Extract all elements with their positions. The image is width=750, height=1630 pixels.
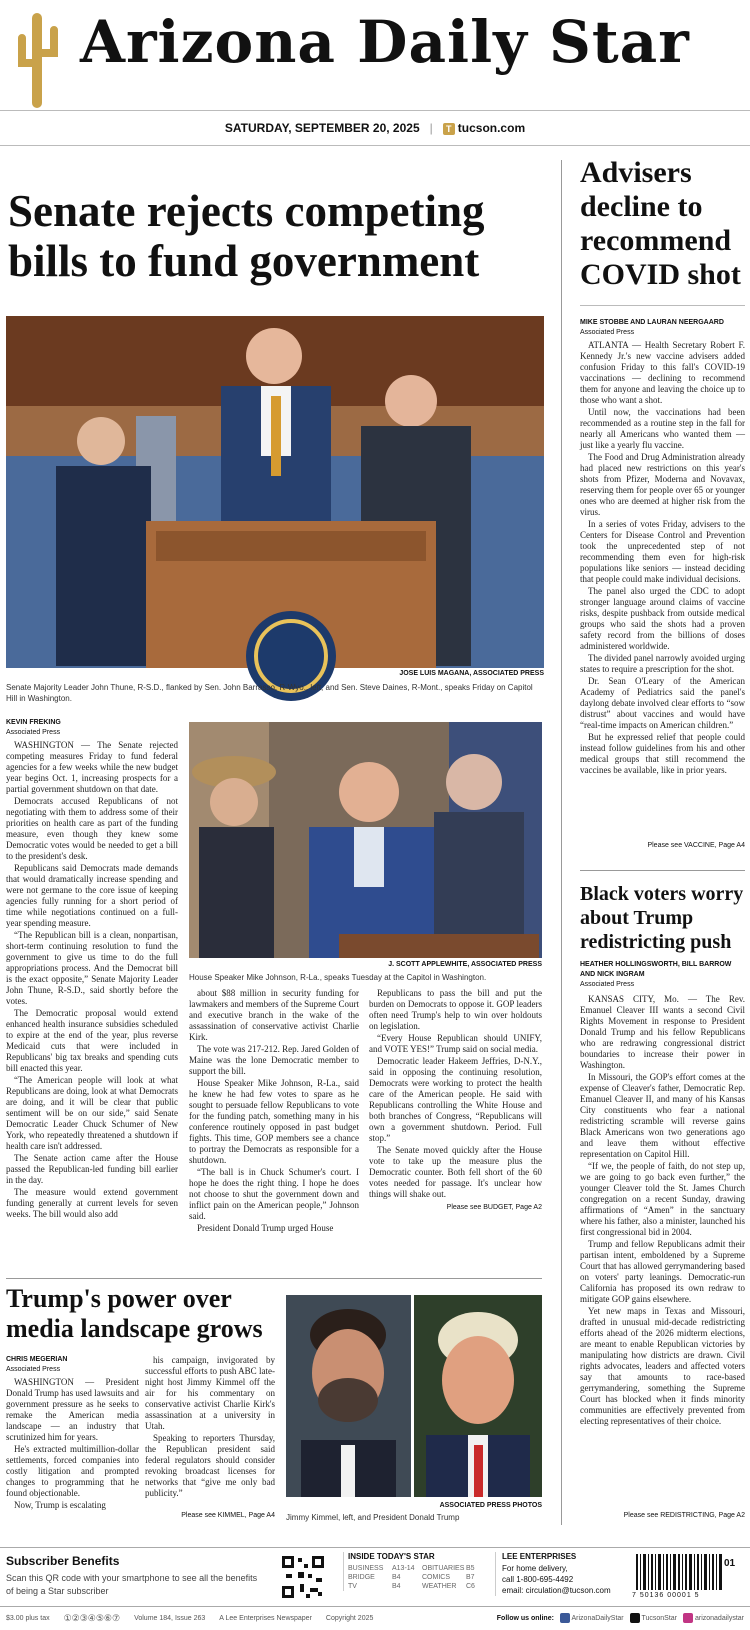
paragraph: The vote was 217-212. Rep. Jared Golden of Maine was the lone Democratic member to support the bill. xyxy=(189,1044,359,1076)
media-byline-org: Associated Press xyxy=(6,1366,61,1373)
dateline xyxy=(0,110,750,146)
paragraph: about $88 million in security funding for lawmakers and members of the Supreme Court and executive branch in the wake of the assassination of conservative activist Charlie Kirk. xyxy=(189,988,359,1042)
paragraph: The Food and Drug Administration already had placed new restrictions on this year's shots from Pfizer, Moderna and Novavax, reserving them for people over 65 or younger ones who are deemed at higher risk from the virus. xyxy=(580,452,745,517)
johnson-photo-credit: J. SCOTT APPLEWHITE, ASSOCIATED PRESS xyxy=(388,961,542,968)
index-section[interactable]: WEATHER xyxy=(422,1583,457,1590)
paragraph: Until now, the vaccinations had been recommended as a routine step in the fall for nearly all Americans who wanted them — just like a yearly flu vaccine. xyxy=(580,407,745,450)
follow-label: Follow us online: xyxy=(496,1614,554,1622)
media-headline[interactable]: Trump's power over media landscape grows xyxy=(6,1284,263,1343)
paragraph: President Donald Trump urged House xyxy=(197,1223,334,1233)
kimmel-jump-link[interactable]: Please see KIMMEL, Page A4 xyxy=(181,1512,275,1519)
covid-headline[interactable]: Advisers decline to recommend COVID shot xyxy=(580,156,741,291)
paragraph: Dr. Sean O'Leary of the American Academy of Pediatrics said the panel's daylong debate involved clear efforts to “sow distrust” about vaccines and would have “real-time impacts on American children.” xyxy=(580,676,745,730)
barcode-issue: 01 xyxy=(724,1558,736,1569)
media-photo-credit: ASSOCIATED PRESS PHOTOS xyxy=(439,1502,542,1509)
paragraph: Speaking to reporters Thursday, the Republican president said federal regulators should consider revoking broadcast licenses for networks that “give me only bad publicity.” xyxy=(145,1433,275,1498)
voters-headline[interactable]: Black voters worry about Trump redistricting push xyxy=(580,883,744,953)
lead-byline-org: Associated Press xyxy=(6,729,61,736)
voters-byline xyxy=(580,960,745,990)
lee-email[interactable]: email: circulation@tucson.com xyxy=(502,1586,611,1595)
copyright: Copyright 2025 xyxy=(325,1614,374,1622)
facebook-handle: ArizonaDailyStar xyxy=(571,1614,624,1622)
paragraph: The measure would extend government funding generally at current levels for seven weeks. The bill would also add xyxy=(6,1187,178,1219)
budget-jump-link[interactable]: Please see BUDGET, Page A2 xyxy=(446,1204,542,1211)
covid-byline-name: MIKE STOBBE AND LAURAN NEERGAARD xyxy=(580,319,724,326)
site-link[interactable] xyxy=(443,121,525,135)
qr-code-icon[interactable] xyxy=(280,1554,326,1600)
media-byline-name: CHRIS MEGERIAN xyxy=(6,1356,68,1363)
instagram-handle: arizonadailystar xyxy=(694,1614,744,1622)
kimmel-photo xyxy=(286,1295,411,1497)
johnson-photo-caption: House Speaker Mike Johnson, R-La., speaks Tuesday at the Capitol in Washington. xyxy=(189,973,487,982)
index-page: B7 xyxy=(466,1574,475,1581)
footer-strip xyxy=(0,1547,750,1607)
barcode-number: 7 50136 00001 5 xyxy=(632,1592,700,1599)
media-body-col1 xyxy=(6,1377,139,1517)
lead-photo-credit: JOSE LUIS MAGANA, ASSOCIATED PRESS xyxy=(399,670,544,677)
lead-body-col1 xyxy=(6,740,178,1220)
paragraph: Republicans to pass the bill and put the burden on Democrats to oppose it. GOP leaders often need Trump's help to win over holdouts on legislation. xyxy=(369,988,542,1031)
lead-body-col3 xyxy=(369,988,542,1198)
covid-divider xyxy=(580,305,745,306)
lead-body-col2 xyxy=(189,988,359,1233)
masthead xyxy=(0,0,750,110)
lee-box xyxy=(495,1552,622,1596)
covid-body xyxy=(580,340,745,826)
section-divider xyxy=(6,1278,542,1279)
media-photo-caption: Jimmy Kimmel, left, and President Donald Trump xyxy=(286,1513,460,1522)
subscriber-title[interactable]: Subscriber Benefits xyxy=(6,1554,120,1568)
subscriber-text: Scan this QR code with your smartphone to see all the benefits of being a Star subscriber xyxy=(6,1573,258,1596)
redistricting-jump-link[interactable]: Please see REDISTRICTING, Page A2 xyxy=(623,1512,745,1519)
lead-byline xyxy=(6,718,176,738)
paragraph: “The American people will look at what Republicans are doing, look at what Democrats are doing, and it will be clear that public sentiment will be on our side,” said Senate Democratic Leader Chuck Schumer of New York, who repeatedly threatened a shutdown if health care isn't addressed. xyxy=(6,1075,178,1151)
lee-line: For home delivery, xyxy=(502,1564,568,1573)
paragraph: WASHINGTON — President Donald Trump has used lawsuits and government pressure as he seeks to remake the American media landscape — an industry that scrutinized him for years. xyxy=(6,1377,139,1442)
paragraph: his campaign, invigorated by successful efforts to push ABC late-night host Jimmy Kimmel off the air for his commentary on conservative activist Charlie Kirk's assassination at a university in Utah. xyxy=(145,1355,275,1431)
paragraph: The Senate action came after the House passed the Republican-led funding bill earlier in the day. xyxy=(6,1153,178,1185)
lead-byline-name: KEVIN FREKING xyxy=(6,719,61,726)
paragraph: House Speaker Mike Johnson, R-La., said he knew he had few votes to spare as he sought to persuade fellow Republicans to vote for the funding patch, something many in his conference routinely opposed in past budget fights. This time, GOP members see a chance to portray the Democrats as responsible for a shutdown. xyxy=(189,1078,359,1165)
lead-photo-caption: Senate Majority Leader John Thune, R-S.D., flanked by Sen. John Barrasso, R-Wyo., left, and Sen. Steve Daines, R-Mont., speaks Friday on Capitol Hill in Washington. xyxy=(6,683,533,703)
paragraph: Trump and fellow Republicans admit their partisan intent, emboldened by a Supreme Court that has allowed gerrymandering based on voters' party leanings. Democratic-run California has proposed its own redraw to mitigate GOP gains elsewhere. xyxy=(580,1239,745,1304)
lee-title: LEE ENTERPRISES xyxy=(502,1552,577,1561)
site-url: tucson.com xyxy=(457,121,526,135)
index-page: B5 xyxy=(466,1565,475,1572)
issue-date: SATURDAY, SEPTEMBER 20, 2025 xyxy=(224,121,420,135)
paragraph: WASHINGTON — The Senate rejected competing measures Friday to fund federal agencies for a few weeks while the new budget year begins Oct. 1, increasing prospects for a partial government shutdown on that date. xyxy=(6,740,178,794)
dateline-separator: | xyxy=(429,121,433,135)
index-section[interactable]: BUSINESS xyxy=(348,1565,384,1572)
index-section[interactable]: TV xyxy=(348,1583,357,1590)
media-byline xyxy=(6,1355,136,1375)
voters-byline-name: HEATHER HOLLINGSWORTH, BILL BARROW AND NICK INGRAM xyxy=(580,961,732,978)
index-box xyxy=(343,1552,488,1591)
index-page: A13-14 xyxy=(392,1565,415,1572)
paragraph: KANSAS CITY, Mo. — The Rev. Emanuel Cleaver III wants a second Civil Rights Movement in response to President Donald Trump and his fellow Republicans who are redrawing congressional district boundaries to increase their power in Washington. xyxy=(580,994,745,1070)
paragraph: In a series of votes Friday, advisers to the Centers for Disease Control and Prevention took the unprecedented step of not recommending them even for high-risk populations like seniors — instead deciding that people could make individual decisions. xyxy=(580,519,745,584)
covid-byline xyxy=(580,318,745,338)
masthead-title[interactable]: Arizona Daily Star xyxy=(80,8,690,76)
index-page: B4 xyxy=(392,1574,401,1581)
voters-byline-org: Associated Press xyxy=(580,981,635,988)
paragraph: “If we, the people of faith, do not step up, we are going to go back even further,” the younger Cleaver told the St. James Church congregation on a recent Sunday, drawing affirmations of “Amen” in the sanctuary where his father, also a minister, launched his first congressional bid in 2004. xyxy=(580,1161,745,1237)
index-page: C6 xyxy=(466,1583,475,1590)
paragraph: Democratic leader Hakeem Jeffries, D-N.Y., said in opposing the continuing resolution, Democrats were working to protect the health care of the American people. He said with Republicans controlling the White House and both branches of Congress, “Republicans will own a government shutdown. Period. Full stop.” xyxy=(369,1056,542,1143)
paragraph: Democrats accused Republicans of not negotiating with them to address some of their priorities on health care as part of the funding measure, even though they knew some Democratic votes would be needed to get a bill to the president's desk. xyxy=(6,796,178,861)
lee-line: call 1-800-695-4492 xyxy=(502,1575,574,1584)
instagram-link[interactable] xyxy=(683,1613,744,1623)
index-section[interactable]: BRIDGE xyxy=(348,1574,375,1581)
facebook-icon xyxy=(560,1613,570,1623)
x-link[interactable] xyxy=(630,1613,677,1623)
covid-byline-org: Associated Press xyxy=(580,329,635,336)
lead-headline[interactable]: Senate rejects competing bills to fund government xyxy=(8,186,485,286)
lead-photo xyxy=(6,316,544,668)
paragraph: The Democratic proposal would extend enhanced health insurance subsidies scheduled to expire at the end of the year, plus reverse Medicaid cuts that were included in Republicans' big tax breaks and spending cuts bill enacted this year. xyxy=(6,1008,178,1073)
index-section[interactable]: OBITUARIES xyxy=(422,1565,465,1572)
paragraph: The divided panel narrowly avoided urging states to require a prescription for the shot. xyxy=(580,653,745,674)
trump-photo xyxy=(414,1295,542,1497)
paragraph: He's extracted multimillion-dollar settlements, forced companies into costly litigation and prompted changes to programming that he found objectionable. xyxy=(6,1444,139,1498)
paragraph: Republicans said Democrats made demands that would dramatically increase spending and were not germane to the core issue of keeping agencies fully running for a short period of time while negotiations continued on a full-year spending measure. xyxy=(6,863,178,928)
paragraph: The Senate moved quickly after the House vote to take up the measure plus the Democratic counter. Both fell short of the 60 votes needed for passage. It's unclear how things will shake out. xyxy=(369,1145,542,1199)
paragraph: ATLANTA — Health Secretary Robert F. Kennedy Jr.'s new vaccine advisers added confusion Friday to this fall's COVID-19 vaccinations — declining to recommend them for anyone and leaving the choice up to those who want a shot. xyxy=(580,340,745,405)
instagram-icon xyxy=(683,1613,693,1623)
index-title: INSIDE TODAY'S STAR xyxy=(348,1552,435,1561)
johnson-photo xyxy=(189,722,542,958)
paragraph: In Missouri, the GOP's effort comes at the expense of Cleaver's father, Democratic Rep. Emanuel Cleaver II, and many of his Kansas City constituents who fear a national redistricting scramble will reverse gains Black Americans won two generations ago and leave them without effective representation on Capitol Hill. xyxy=(580,1072,745,1159)
price: $3.00 plus tax xyxy=(6,1614,50,1622)
cactus-logo-icon xyxy=(12,8,62,108)
media-body-col2 xyxy=(145,1355,275,1503)
paragraph: “The Republican bill is a clean, nonpartisan, short-term continuing resolution to fund the government to give us time to do the full appropriations process. And the Democrat bill is the exact opposite,” Senate Majority Leader John Thune, R-S.D., said shortly before the votes. xyxy=(6,930,178,1006)
day-indicators: ①②③④⑤⑥⑦ xyxy=(63,1612,121,1623)
paragraph: The panel also urged the CDC to adopt stronger language around claims of vaccine risks, despite pushback from outside medical groups who said the shots had a proven safety record from the billions of doses administered worldwide. xyxy=(580,586,745,651)
facebook-link[interactable] xyxy=(560,1613,624,1623)
paragraph: Now, Trump is escalating xyxy=(14,1500,106,1510)
x-icon xyxy=(630,1613,640,1623)
sidebar-divider xyxy=(580,870,745,871)
bottom-bar xyxy=(0,1606,750,1630)
column-divider xyxy=(561,160,562,1525)
voters-body xyxy=(580,994,745,1506)
lee-tagline: A Lee Enterprises Newspaper xyxy=(219,1614,312,1622)
index-grid xyxy=(348,1564,488,1591)
x-handle: TucsonStar xyxy=(641,1614,678,1622)
paragraph: But he expressed relief that people could instead follow guidelines from his and other medical groups that still recommend the vaccines be available, like in prior years. xyxy=(580,732,745,775)
vaccine-jump-link[interactable]: Please see VACCINE, Page A4 xyxy=(647,842,745,849)
volume: Volume 184, Issue 263 xyxy=(134,1614,206,1622)
paragraph: “The ball is in Chuck Schumer's court. I hope he does the right thing. I hope he does not choose to shut the government down and inflict pain on the American people,” Johnson said. xyxy=(189,1167,359,1221)
tucson-logo-icon: T xyxy=(443,123,455,135)
paragraph: “Every House Republican should UNIFY, and VOTE YES!” Trump said on social media. xyxy=(369,1033,542,1054)
index-page: B4 xyxy=(392,1583,401,1590)
paragraph: Yet new maps in Texas and Missouri, drafted in unusual mid-decade redistricting efforts ahead of the 2026 midterm elections, are meant to enable Republican victories by manipulating how districts are drawn. Civil rights advocates, leaders and affected voters say that amounts to race-based gerrymandering, something the Supreme Court has blocked when it finds minority communities are effectively prevented from electing representatives of their choice. xyxy=(580,1306,745,1426)
index-section[interactable]: COMICS xyxy=(422,1574,450,1581)
